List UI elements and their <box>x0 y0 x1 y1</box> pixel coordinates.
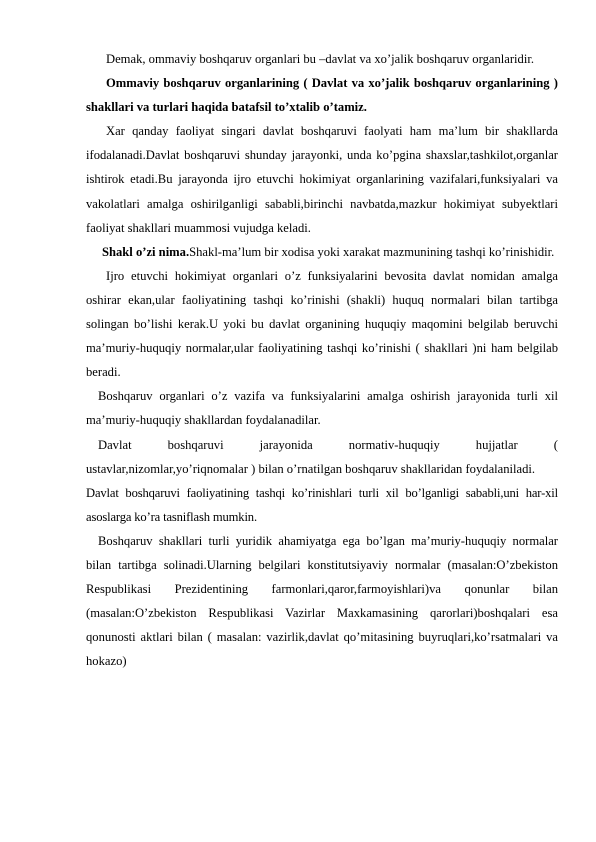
paragraph-management-forms: Xar qanday faoliyat singari davlat boshqaruvi faolyati ham ma’lum bir shakllarda ifodalanadi.Davlat boshqaruvi shunday jarayonki, unda ko’pgina shaxslar,tashkilot,organlar ishtirok etadi.Bu jarayonda ijro etuvchi hokimiyat organlarining vazifalari,funksiyalari va vakolatlari amalga oshirilganligi sababli,birinchi navbatda,mazkur hokimiyat subyektlari faoliyat shakllari muammosi vujudga keladi. <box>86 124 558 235</box>
paragraph-conclusion: Demak, ommaviy boshqaruv organlari bu –davlat va xo’jalik boshqaruv organlaridir. <box>106 52 534 66</box>
paragraph-classification: Davlat boshqaruvi faoliyatining tashqi ko’rinishlari turli xil bo’lganligi sababli,uni har-xil asoslarga ko’ra tasniflash mumkin. <box>86 485 558 524</box>
paragraph-administrative-forms: Boshqaruv organlari o’z vazifa va funksiyalarini amalga oshirish jarayonida turli xil ma’muriy-huquqiy shakllardan foydalanadilar. <box>86 389 558 428</box>
paragraph-form-definition <box>86 240 558 264</box>
paragraph-normative-documents: Davlat boshqaruvi jarayonida normativ-huquqiy hujjatlar ( ustavlar,nizomlar,yo’riqnomalar ) bilan o’rnatilgan boshqaruv shakllaridan foydalaniladi. <box>86 437 558 476</box>
paragraph-executive-bodies: Ijro etuvchi hokimiyat organlari o’z funksiyalarini bevosita davlat nomidan amalga oshirar ekan,ular faoliyatining tashqi ko’rinishi (shakli) huquq normalari bilan tartibga solingan bo’lishi kerak.U yoki bu davlat organining huquqiy maqomini belgilab beruvchi ma’muriy-huquqiy normalar,ular faoliyatining tashqi ko’rinishi ( shakllari )ni ham belgilab beradi. <box>86 268 558 380</box>
definition-text: Shakl-ma’lum bir xodisa yoki xarakat mazmunining tashqi ko’rinishidir. <box>189 244 555 259</box>
term-form: Shakl o’zi nima. <box>102 244 190 259</box>
document-page <box>86 47 558 673</box>
paragraph-legal-regulation: Boshqaruv shakllari turli yuridik ahamiyatga ega bo’lgan ma’muriy-huquqiy normalar bilan tartibga solinadi.Ularning belgilari konstitutsiyaviy normalar (masalan:O’zbekiston Respublikasi Prezidentining farmonlari,qaror,farmoyishlari)va qonunlar bilan (masalan:O’zbekiston Respublikasi Vazirlar Maxkamasining qarorlari)boshqalari esa qonunosti aktlari bilan ( masalan: vazirlik,davlat qo’mitasining buyruqlari,ko’rsatmalari va hokazo) <box>86 533 558 669</box>
section-heading: Ommaviy boshqaruv organlarining ( Davlat va xo’jalik boshqaruv organlarining ) shakllari va turlari haqida batafsil to’xtalib o’tamiz. <box>86 76 558 115</box>
